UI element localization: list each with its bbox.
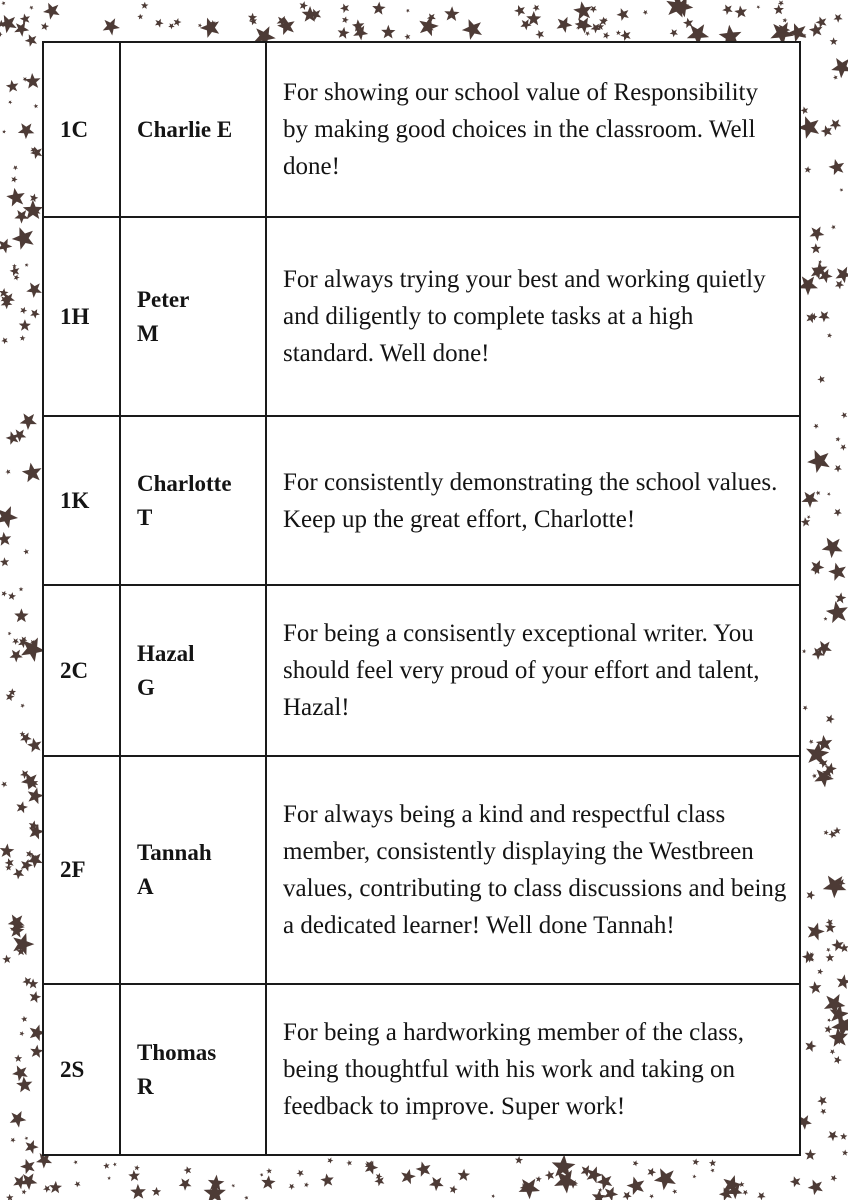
star-icon (21, 1015, 28, 1022)
star-icon (0, 780, 8, 788)
star-icon (10, 1136, 17, 1143)
star-icon (615, 6, 631, 22)
award-row (43, 416, 800, 585)
star-icon (598, 1187, 603, 1192)
star-icon (1, 0, 6, 5)
star-icon (5, 468, 12, 475)
star-icon (137, 13, 143, 19)
star-icon (11, 636, 21, 646)
star-icon (14, 119, 36, 141)
star-icon (260, 1175, 276, 1190)
star-icon (491, 1194, 496, 1199)
star-icon (28, 990, 42, 1004)
star-icon (544, 1169, 556, 1181)
star-icon (811, 773, 817, 779)
star-icon (810, 243, 821, 253)
student-name-line1: Charlotte (137, 470, 232, 496)
star-icon (19, 319, 31, 331)
star-icon (668, 27, 679, 38)
star-icon (19, 587, 24, 592)
star-icon (833, 463, 844, 474)
student-name-cell (120, 984, 266, 1155)
star-icon (827, 560, 848, 581)
star-icon (806, 514, 811, 519)
star-icon (839, 187, 844, 192)
star-icon (7, 591, 16, 600)
star-icon (381, 25, 396, 39)
star-icon (800, 106, 809, 115)
star-icon (827, 52, 848, 80)
star-icon (298, 0, 309, 10)
star-icon (818, 869, 848, 901)
star-icon (513, 3, 528, 17)
student-name-line1: Hazal (137, 640, 195, 666)
star-icon (773, 4, 784, 14)
star-icon (457, 1168, 470, 1181)
star-icon (0, 502, 21, 530)
star-icon (19, 305, 29, 314)
star-icon (799, 487, 822, 510)
student-name-cell (120, 756, 266, 984)
star-icon (825, 599, 848, 624)
star-icon (0, 336, 9, 345)
star-icon (0, 236, 15, 255)
star-icon (33, 103, 38, 108)
star-icon (742, 1188, 750, 1196)
star-icon (842, 1149, 848, 1156)
star-icon (826, 491, 831, 496)
star-icon (805, 1176, 825, 1196)
star-icon (833, 263, 848, 285)
star-icon (709, 1159, 717, 1167)
star-icon (789, 1174, 803, 1187)
student-name-line1: Charlie E (137, 116, 233, 142)
star-icon (287, 1182, 296, 1191)
star-icon (816, 968, 823, 975)
star-icon (648, 1193, 655, 1199)
class-cell: 2S (43, 984, 120, 1155)
star-icon (800, 517, 811, 527)
star-icon (720, 2, 734, 16)
star-icon (372, 1, 386, 15)
star-icon (448, 1184, 458, 1194)
star-icon (459, 15, 486, 41)
star-icon (756, 4, 761, 9)
star-icon (515, 1173, 544, 1200)
star-icon (266, 1168, 272, 1174)
star-icon (805, 311, 818, 324)
star-icon (7, 99, 13, 105)
star-icon (825, 953, 834, 962)
star-icon (734, 5, 748, 19)
star-icon (9, 223, 38, 251)
star-icon (819, 1107, 827, 1115)
star-icon (7, 1107, 29, 1129)
star-icon (153, 17, 165, 28)
star-icon (73, 1180, 82, 1188)
star-icon (141, 1, 149, 9)
star-icon (823, 616, 827, 620)
star-icon (7, 631, 12, 636)
star-icon (107, 1176, 111, 1180)
star-icon (5, 186, 26, 207)
award-reason-cell: For always being a kind and respectful class member, consistently displaying the Westbreen values, contributing to class discussions and being a dedicated learner! Well done Tannah! (266, 756, 800, 984)
star-icon (777, 0, 785, 7)
star-icon (642, 9, 649, 16)
student-name-line2: A (137, 874, 154, 899)
star-icon (399, 1167, 417, 1185)
class-cell: 2F (43, 756, 120, 984)
star-icon (19, 335, 26, 341)
star-icon (14, 1054, 22, 1062)
star-icon (572, 0, 593, 20)
student-name-cell (120, 42, 266, 217)
star-icon (832, 1054, 842, 1064)
star-icon (73, 1159, 79, 1164)
star-icon (341, 15, 350, 23)
star-icon (826, 1128, 841, 1143)
star-icon (835, 436, 841, 442)
star-icon (840, 1132, 848, 1140)
star-icon (12, 18, 32, 38)
star-icon (231, 1183, 236, 1188)
star-icon (812, 422, 819, 429)
star-icon (416, 14, 440, 38)
star-icon (444, 6, 460, 21)
star-icon (830, 224, 836, 230)
star-icon (554, 13, 575, 34)
star-icon (29, 192, 40, 202)
star-icon (840, 411, 848, 420)
star-icon (244, 1195, 249, 1200)
star-icon (320, 1172, 335, 1187)
award-reason-cell: For being a consisently exceptional writer. You should feel very proud of your effort and talent, Hazal! (266, 585, 800, 756)
star-icon (808, 738, 815, 744)
star-icon (804, 445, 834, 474)
star-icon (534, 28, 546, 39)
star-icon (404, 33, 411, 40)
star-icon (16, 1076, 34, 1093)
star-icon (830, 37, 838, 45)
star-icon (650, 1163, 680, 1192)
star-icon (303, 1182, 309, 1188)
student-name-line2: G (137, 674, 155, 700)
star-icon (24, 262, 29, 267)
star-icon (808, 980, 822, 994)
award-reason-cell: For showing our school value of Responsibility by making good choices in the classroom. Well done! (266, 42, 800, 217)
star-icon (832, 11, 845, 24)
star-icon (804, 1149, 816, 1160)
star-icon (815, 490, 821, 496)
student-name-cell (120, 585, 266, 756)
star-icon (414, 1160, 433, 1178)
star-icon (19, 1030, 26, 1036)
star-icon (531, 3, 540, 12)
star-icon (23, 548, 30, 555)
star-icon (829, 1048, 837, 1056)
star-icon (16, 409, 39, 432)
star-icon (782, 17, 788, 22)
star-icon (176, 1175, 194, 1192)
star-icon (24, 72, 41, 88)
star-icon (15, 800, 29, 814)
award-row (43, 984, 800, 1155)
star-icon (823, 829, 829, 835)
star-icon (12, 164, 19, 171)
star-icon (426, 1173, 446, 1193)
star-icon (803, 1039, 817, 1053)
star-icon (710, 1167, 716, 1173)
star-icon (827, 157, 846, 176)
student-name-line2: M (137, 320, 159, 346)
star-icon (10, 1062, 31, 1083)
star-icon (0, 31, 3, 37)
star-icon (816, 374, 826, 384)
star-icon (2, 954, 12, 964)
star-icon (18, 1157, 37, 1176)
class-cell: 1K (43, 416, 120, 585)
award-reason-cell: For always trying your best and working quietly and diligently to complete tasks at a high standard. Well done! (266, 217, 800, 416)
student-name-line1: Thomas (137, 1039, 217, 1065)
student-name-line1: Tannah (137, 840, 212, 865)
star-icon (818, 259, 823, 264)
awards-table (42, 41, 801, 1156)
star-icon (29, 307, 42, 320)
student-name-cell (120, 217, 266, 416)
star-icon (103, 1162, 110, 1169)
class-cell: 1H (43, 217, 120, 416)
star-icon (646, 1166, 657, 1177)
star-icon (49, 1181, 62, 1194)
star-icon (197, 14, 222, 39)
star-icon (832, 74, 838, 80)
star-icon (14, 608, 28, 622)
star-icon (6, 1193, 14, 1200)
star-icon (23, 1137, 41, 1154)
star-icon (823, 1024, 833, 1033)
student-name-cell (120, 416, 266, 585)
star-icon (692, 1158, 700, 1166)
star-icon (259, 1172, 264, 1177)
star-icon (756, 1190, 768, 1200)
student-name-line2: T (137, 504, 153, 530)
star-icon (825, 947, 831, 953)
star-icon (834, 592, 847, 604)
award-row (43, 42, 800, 217)
star-icon (816, 308, 832, 324)
star-icon (21, 1189, 27, 1195)
star-icon (128, 1169, 141, 1181)
star-icon (19, 12, 31, 24)
star-icon (802, 704, 809, 711)
star-icon (591, 1189, 607, 1200)
star-icon (827, 1017, 832, 1022)
award-reason-cell: For consistently demonstrating the school values. Keep up the great effort, Charlotte! (266, 416, 800, 585)
award-row (43, 585, 800, 756)
star-icon (619, 28, 633, 42)
award-reason-cell: For being a hardworking member of the class, being thoughtful with his work and taking on feedback to improve. Super work! (266, 984, 800, 1155)
star-icon (818, 532, 846, 560)
class-cell: 2C (43, 585, 120, 756)
star-icon (802, 649, 807, 654)
star-icon (832, 506, 843, 517)
star-icon (24, 1136, 29, 1141)
star-icon (801, 949, 816, 964)
star-icon (816, 1094, 829, 1107)
star-icon (167, 21, 176, 30)
star-icon (621, 1189, 633, 1200)
star-icon (829, 1173, 838, 1182)
award-row (43, 756, 800, 984)
star-icon (0, 557, 10, 567)
star-icon (805, 889, 816, 900)
star-icon (671, 1188, 678, 1194)
star-icon (42, 1183, 52, 1193)
star-icon (808, 557, 826, 575)
star-icon (183, 1165, 193, 1174)
star-icon (20, 703, 26, 709)
star-icon (197, 23, 202, 28)
star-icon (824, 921, 836, 932)
star-icon (21, 461, 44, 483)
star-icon (112, 1162, 117, 1167)
star-icon (632, 1159, 640, 1166)
star-icon (807, 223, 827, 243)
star-icon (130, 1184, 146, 1200)
star-icon (326, 1156, 334, 1164)
star-icon (18, 730, 34, 745)
star-icon (405, 8, 410, 13)
star-icon (0, 590, 8, 598)
star-icon (151, 1187, 161, 1196)
star-icon (551, 1154, 576, 1178)
award-row (43, 217, 800, 416)
star-icon (172, 17, 182, 27)
student-name-line1: Peter (137, 286, 190, 312)
star-icon (835, 973, 848, 989)
star-icon (2, 129, 6, 133)
student-name-line2: R (137, 1073, 154, 1099)
star-icon (602, 31, 611, 40)
star-icon (824, 713, 836, 724)
star-icon (515, 1156, 524, 1164)
star-icon (839, 442, 848, 451)
star-icon (346, 1159, 353, 1166)
star-icon (23, 32, 39, 48)
star-icon (526, 11, 541, 26)
star-icon (336, 26, 350, 39)
star-icon (535, 1175, 542, 1182)
star-icon (28, 5, 34, 11)
class-cell: 1C (43, 42, 120, 217)
star-icon (295, 1168, 305, 1178)
star-icon (339, 2, 351, 14)
star-icon (804, 166, 812, 173)
star-icon (692, 1174, 697, 1179)
star-icon (805, 920, 827, 941)
star-icon (40, 21, 50, 30)
star-icon (10, 175, 18, 183)
star-icon (0, 531, 12, 546)
star-icon (616, 30, 622, 35)
star-icon (40, 0, 62, 21)
star-icon (0, 843, 15, 858)
star-icon (827, 332, 833, 338)
star-icon (134, 1164, 141, 1170)
star-icon (100, 14, 123, 37)
star-icon (5, 79, 19, 93)
